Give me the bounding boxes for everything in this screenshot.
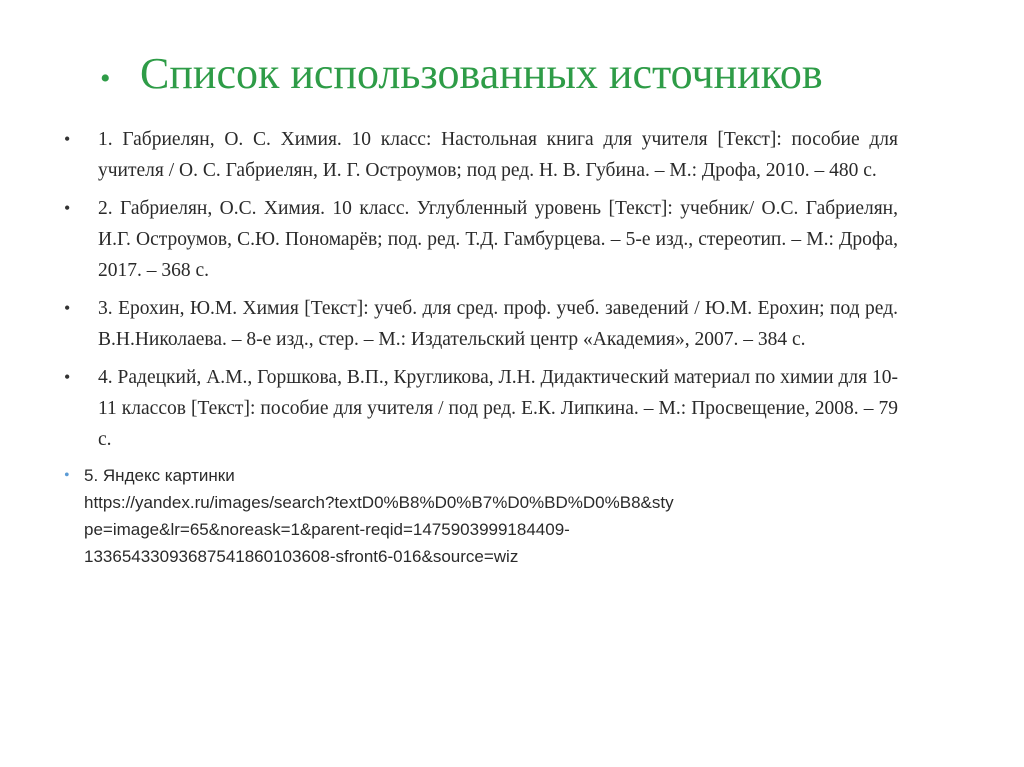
title-row — [100, 44, 960, 104]
reference-list — [64, 124, 898, 577]
bullet: • — [64, 367, 71, 387]
list-item — [64, 293, 898, 355]
list-item-web-source — [64, 462, 898, 570]
source-url-line-3[interactable]: 13365433093687541860103608-sfront6-016&source=wiz — [84, 547, 519, 566]
slide-title: Список использованных источников — [140, 49, 823, 98]
reference-text — [84, 462, 898, 570]
bullet: • — [64, 198, 71, 218]
source-url-line-1[interactable]: https://yandex.ru/images/search?textD0%B8%D0%B7%D0%BD%D0%B8&sty — [84, 493, 674, 512]
reference-text: 3. Ерохин, Ю.М. Химия [Текст]: учеб. для сред. проф. учеб. заведений / Ю.М. Ерохин; под ред. В.Н.Николаева. – 8-е изд., стер. – М.: Издательский центр «Академия», 2007. – 384 с. — [98, 298, 898, 350]
source-url-line-2[interactable]: pe=image&lr=65&noreask=1&parent-reqid=1475903999184409- — [84, 520, 570, 539]
bullet: • — [64, 298, 71, 318]
reference-text: 2. Габриелян, О.С. Химия. 10 класс. Углубленный уровень [Текст]: учебник/ О.С. Габриелян, И.Г. Остроумов, С.Ю. Пономарёв; под. ред. Т.Д. Гамбурцева. – 5-е изд., стереотип. – М.: Дрофа, 2017. – 368 с. — [98, 198, 898, 281]
reference-text: 1. Габриелян, О. С. Химия. 10 класс: Настольная книга для учителя [Текст]: пособие для учителя / О. С. Габриелян, И. Г. Остроумов; под ред. Н. В. Губина. – М.: Дрофа, 2010. – 480 с. — [98, 129, 898, 181]
reference-label: 5. Яндекс картинки — [84, 466, 235, 485]
bullet: • — [64, 129, 71, 149]
bullet: • — [64, 467, 70, 484]
reference-text: 4. Радецкий, А.М., Горшкова, В.П., Кругликова, Л.Н. Дидактический материал по химии для 10-11 классов [Текст]: пособие для учителя / под ред. Е.К. Липкина. – М.: Просвещение, 2008. – 79 с. — [98, 367, 898, 450]
list-item — [64, 124, 898, 186]
title-bullet: • — [100, 62, 111, 95]
list-item — [64, 362, 898, 455]
list-item — [64, 193, 898, 286]
